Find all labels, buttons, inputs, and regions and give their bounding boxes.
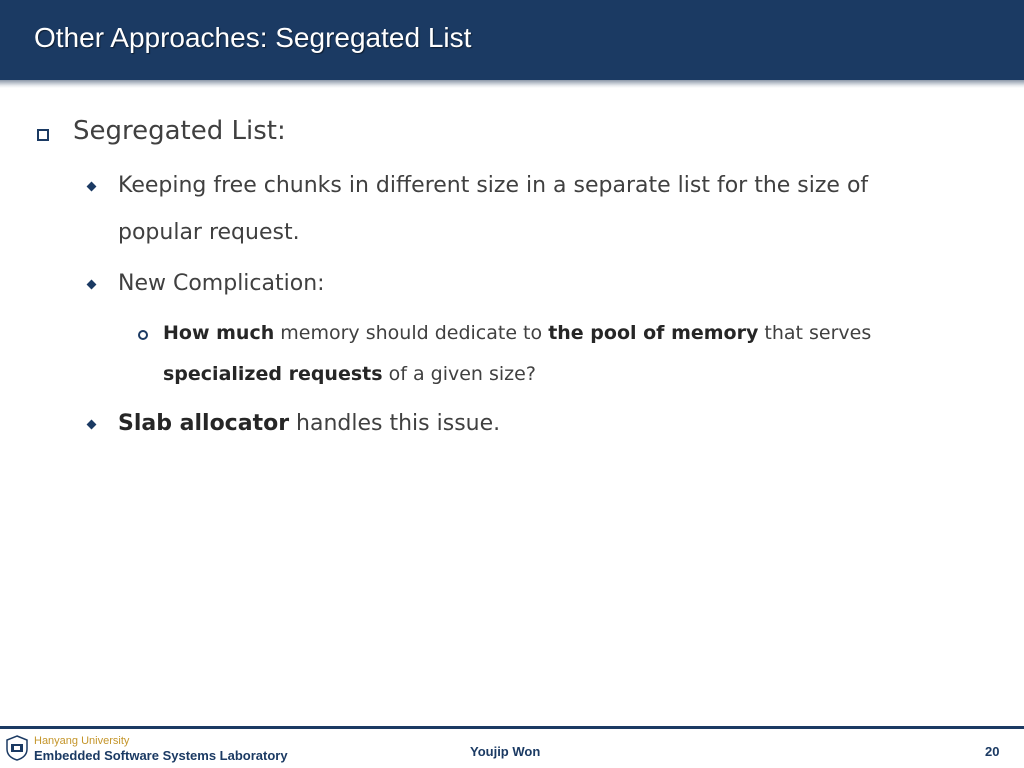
title-bar	[0, 0, 1024, 80]
bullet-segregated-list: Segregated List:	[73, 116, 286, 146]
emphasis-pool-of-memory: the pool of memory	[548, 322, 759, 344]
square-bullet-icon	[37, 129, 49, 141]
text-memory-dedicate: memory should dedicate to	[274, 322, 549, 344]
diamond-bullet-icon	[87, 182, 97, 192]
author-name: Youjip Won	[470, 744, 541, 759]
university-name: Hanyang University	[34, 735, 130, 747]
title-bar-shadow	[0, 80, 1024, 88]
bullet-keeping-free-chunks-line2: popular request.	[118, 220, 300, 245]
footer-divider	[0, 726, 1024, 729]
page-number: 20	[985, 744, 1000, 759]
diamond-bullet-icon	[87, 280, 97, 290]
bullet-keeping-free-chunks-line1: Keeping free chunks in different size in a separate list for the size of	[118, 173, 869, 198]
diamond-bullet-icon	[87, 420, 97, 430]
text-handles-issue: handles this issue.	[289, 411, 501, 436]
lab-name: Embedded Software Systems Laboratory	[34, 748, 288, 763]
emphasis-slab-allocator: Slab allocator	[118, 411, 290, 436]
university-logo-icon	[6, 735, 28, 761]
circle-bullet-icon	[138, 330, 148, 340]
slide-title: Other Approaches: Segregated List	[34, 22, 472, 53]
bullet-how-much-line1	[163, 322, 871, 344]
bullet-new-complication: New Complication:	[118, 271, 325, 296]
text-that-serves: that serves	[758, 322, 872, 344]
bullet-slab-allocator	[118, 411, 500, 436]
emphasis-specialized-requests: specialized requests	[163, 363, 383, 385]
text-given-size: of a given size?	[382, 363, 536, 385]
bullet-how-much-line2	[163, 363, 536, 385]
emphasis-how-much: How much	[163, 322, 275, 344]
